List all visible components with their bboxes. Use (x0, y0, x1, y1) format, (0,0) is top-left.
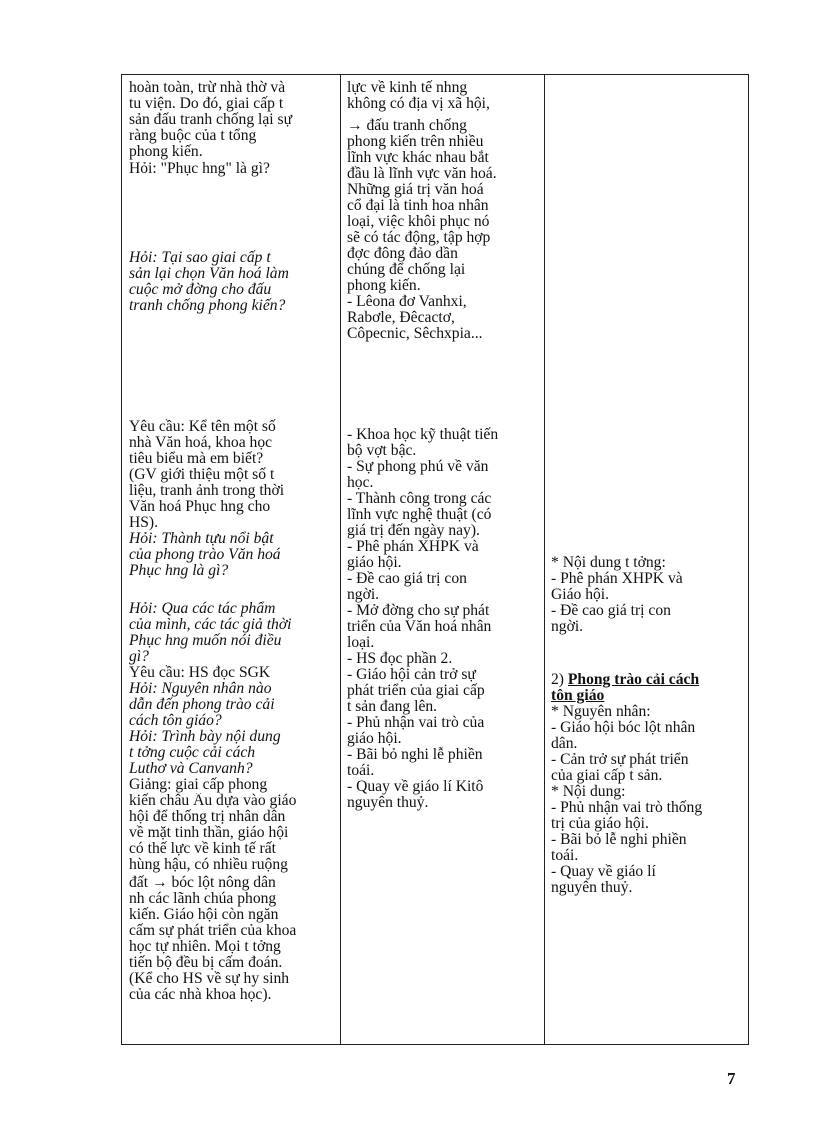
column-divider (544, 75, 545, 1044)
text-line: triển của Văn hoá nhân (347, 619, 492, 635)
text-line: Giáo hội. (551, 587, 610, 603)
text-line: - Quay về giáo lí Kitô (347, 779, 484, 795)
text-line: học. (347, 475, 374, 491)
text-line: nguyên thuỷ. (347, 795, 429, 811)
text-line: chúng để chống lại (347, 262, 466, 278)
text-line: phong kiến. (347, 278, 421, 294)
text-line: Hỏi: "Phục hng" là gì? (129, 161, 270, 177)
text-line: phát triển của giai cấp (347, 683, 485, 699)
text-line: cổ đại là tinh hoa nhân (347, 198, 489, 214)
text-line: (GV giới thiệu một số t (129, 467, 275, 483)
text-line: Rabơle, Đêcactơ, (347, 310, 455, 326)
text-line: - Phủ nhận vai trò thống (551, 800, 703, 816)
page-number: 7 (727, 1069, 736, 1088)
text-line: nhà Văn hoá, khoa học (129, 435, 273, 451)
text-line: - Giáo hội bóc lột nhân (551, 720, 696, 736)
text-line: loại. (347, 635, 375, 651)
text-line: lực về kinh tế nhng (347, 80, 468, 96)
text-line: dẫn đến phong trào cải (129, 697, 275, 713)
text-line: Văn hoá Phục hng cho (129, 499, 271, 515)
text-line: tranh chống phong kiến? (129, 298, 286, 314)
text-line: * Nội dung: (551, 784, 626, 800)
text-line: - Phê phán XHPK và (347, 539, 479, 555)
text-line: - Cản trở sự phát triển (551, 752, 689, 768)
text-line: - HS đọc phần 2. (347, 651, 453, 667)
text-line: học tự nhiên. Mọi t tởng (129, 939, 281, 955)
text-line: không có địa vị xã hội, (347, 96, 490, 112)
text-line: giáo hội. (347, 555, 402, 571)
text-line: sẽ có tác động, tập hợp (347, 230, 491, 246)
text-line: - Bãi bỏ lễ nghi phiền (551, 832, 687, 848)
text-line: Những giá trị văn hoá (347, 182, 484, 198)
text-line: giáo hội. (347, 731, 402, 747)
text-line: t sản đang lên. (347, 699, 438, 715)
text-line: bộ vợt bậc. (347, 443, 417, 459)
text-line: Hỏi: Trình bày nội dung (129, 729, 281, 745)
column-divider (340, 75, 341, 1044)
text-line: Hỏi: Nguyên nhân nào (129, 681, 272, 697)
text-line: sản đấu tranh chống lại sự (129, 112, 293, 128)
text-line: phong kiến trên nhiều (347, 134, 484, 150)
text-line: Hỏi: Qua các tác phẩm (129, 601, 276, 617)
text-line: - Đề cao giá trị con (551, 603, 671, 619)
text-line: tu viện. Do đó, giai cấp t (129, 96, 284, 112)
text-line: của mình, các tác giả thời (129, 617, 292, 633)
section-heading: Phong trào cải cách (567, 672, 700, 688)
lesson-table (121, 74, 749, 1045)
text-line: - Phê phán XHPK và (551, 571, 683, 587)
text-line: Phục hng muốn nói điều (129, 633, 282, 649)
text-line: Phục hng là gì? (129, 563, 229, 579)
text-line: đất → bóc lột nông dân (129, 875, 276, 891)
text-line: nh các lãnh chúa phong (129, 891, 277, 907)
text-line: giá trị đến ngày nay). (347, 523, 480, 539)
text-line: lĩnh vực khác nhau bắt (347, 150, 489, 166)
text-line: tôn giáo (551, 688, 605, 704)
text-line: toái. (347, 763, 375, 779)
text-line: sản lại chọn Văn hoá làm (129, 266, 289, 282)
text-line: trị của giáo hội. (551, 816, 649, 832)
text-line: kiến châu Âu dựa vào giáo (129, 793, 297, 809)
text-line: - Phủ nhận vai trò của (347, 715, 485, 731)
text-line: tiêu biểu mà em biết? (129, 451, 264, 467)
text-line: Yêu cầu: HS đọc SGK (129, 665, 271, 681)
text-line: Côpecnic, Sêchxpia... (347, 326, 483, 342)
text-line: * Nguyên nhân: (551, 704, 651, 720)
text-line: của giai cấp t sản. (551, 768, 663, 784)
text-line: hội để thống trị nhân dân (129, 809, 286, 825)
text-line: toái. (551, 848, 579, 864)
text-line: t tởng cuộc cải cách (129, 745, 256, 761)
text-line: → đấu tranh chống (347, 118, 467, 134)
text-line: - Giáo hội cản trở sự (347, 667, 476, 683)
text-line: ràng buộc của t tổng (129, 128, 257, 144)
text-line: liệu, tranh ảnh trong thời (129, 483, 285, 499)
text-line: ngời. (347, 587, 380, 603)
text-line: hùng hậu, có nhiều ruộng (129, 857, 288, 873)
text-line: kiến. Giáo hội còn ngăn (129, 907, 279, 923)
text-line: - Lêona đơ Vanhxi, (347, 294, 467, 310)
text-line: về mặt tinh thần, giáo hội (129, 825, 289, 841)
text-line: 2) Phong trào cải cách (551, 672, 700, 688)
text-line: (Kể cho HS về sự hy sinh (129, 971, 290, 987)
text-line: có thế lực về kinh tế rất (129, 841, 277, 857)
text-line: - Khoa học kỹ thuật tiến (347, 427, 499, 443)
text-line: - Bãi bỏ nghi lễ phiền (347, 747, 483, 763)
text-line: hoàn toàn, trừ nhà thờ và (129, 80, 286, 96)
text-line: - Mở đờng cho sự phát (347, 603, 490, 619)
text-line: đợc đông đảo dần (347, 246, 458, 262)
text-line: HS). (129, 515, 159, 531)
text-line: tiến bộ đều bị cấm đoán. (129, 955, 283, 971)
text-line: Yêu cầu: Kể tên một số (129, 419, 276, 435)
text-line: Hỏi: Thành tựu nổi bật (129, 531, 274, 547)
text-line: - Sự phong phú về văn (347, 459, 489, 475)
text-line: của phong trào Văn hoá (129, 547, 281, 563)
text-line: - Thành công trong các (347, 491, 492, 507)
text-line: * Nội dung t tởng: (551, 555, 666, 571)
text-line: nguyên thuỷ. (551, 880, 633, 896)
text-line: dân. (551, 736, 578, 752)
text-line: của các nhà khoa học). (129, 987, 272, 1003)
text-line: cách tôn giáo? (129, 713, 222, 729)
text-line: - Đề cao giá trị con (347, 571, 467, 587)
text-line: Hỏi: Tại sao giai cấp t (129, 250, 271, 266)
text-line: - Quay về giáo lí (551, 864, 656, 880)
text-line: đầu là lĩnh vực văn hoá. (347, 166, 497, 182)
text-line: gì? (129, 649, 149, 665)
text-line: Giảng: giai cấp phong (129, 777, 268, 793)
text-line: cấm sự phát triển của khoa (129, 923, 297, 939)
text-line: cuộc mở đờng cho đấu (129, 282, 272, 298)
text-line: loại, việc khôi phục nó (347, 214, 490, 230)
text-line: lĩnh vực nghệ thuật (có (347, 507, 492, 523)
text-line: phong kiến. (129, 144, 203, 160)
text-line: Luthơ và Canvanh? (129, 761, 253, 777)
text-line: ngời. (551, 619, 584, 635)
